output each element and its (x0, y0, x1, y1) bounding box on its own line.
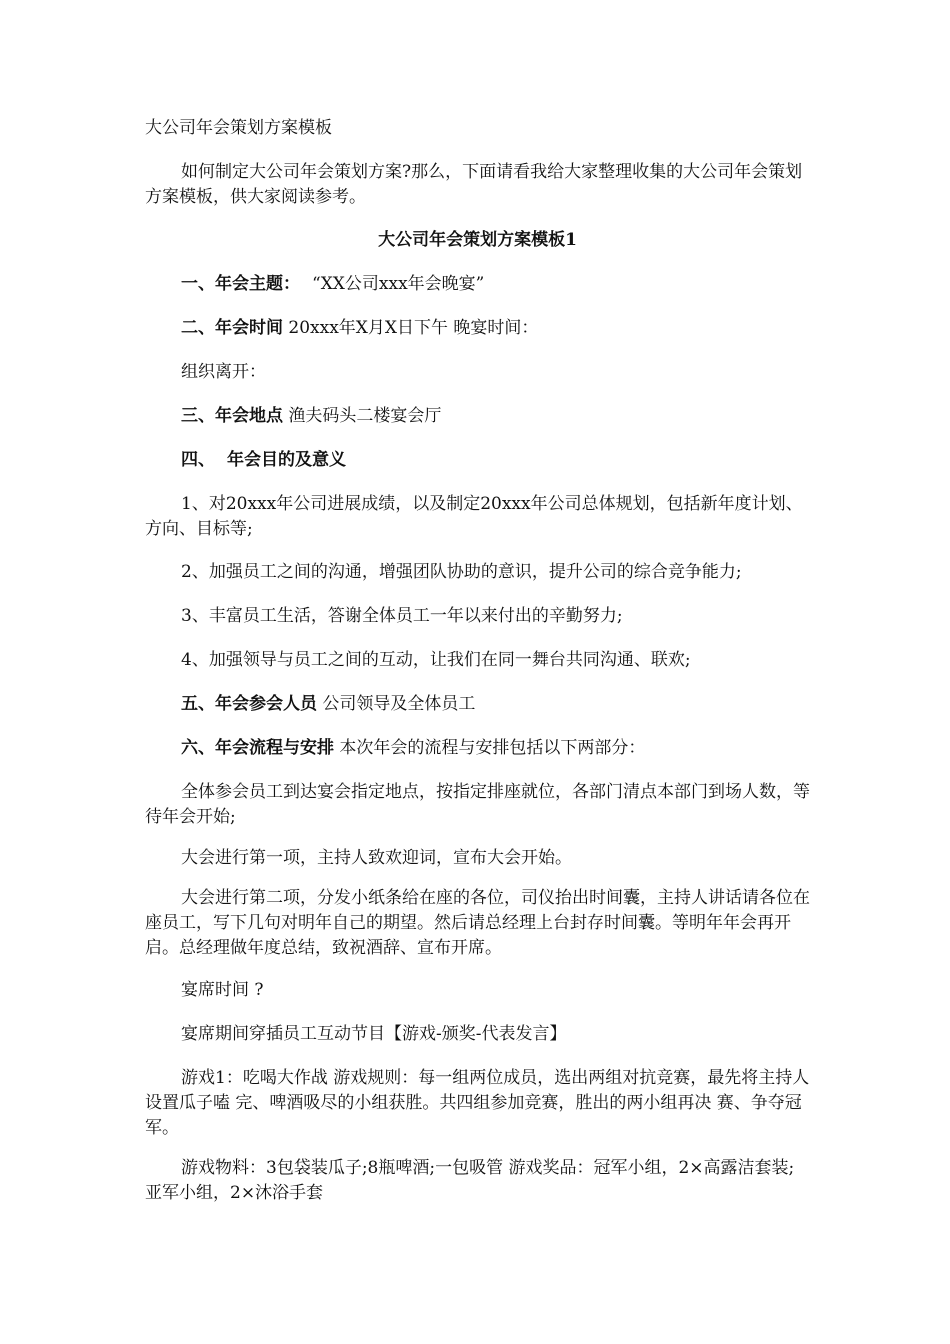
purpose-item-1: 1、对20xxx年公司进展成绩，以及制定20xxx年公司总体规划，包括新年度计划、方向、目标等; (145, 494, 803, 539)
purpose-heading (145, 448, 810, 473)
section-title: 大公司年会策划方案模板1 (378, 230, 577, 250)
time-line (145, 316, 810, 341)
organize-leave-line: 组织离开： (181, 362, 266, 382)
flow-label: 六、年会流程与安排 (181, 738, 334, 758)
purpose-item-4: 4、加强领导与员工之间的互动，让我们在同一舞台共同沟通、联欢; (181, 650, 691, 670)
flow-paragraph-3: 大会进行第二项，分发小纸条给在座的各位，司仪抬出时间囊，主持人讲话请各位在座员工，写下几句对明年自己的期望。然后请总经理上台封存时间囊。等明年年会再开启。总经理做年度总结，致祝酒辞、宣布开席。 (145, 888, 810, 958)
flow-line (145, 736, 810, 761)
banquet-program-line: 宴席期间穿插员工互动节目【游戏-颁奖-代表发言】 (181, 1024, 567, 1044)
flow-paragraph-1: 全体参会员工到达宴会指定地点，按指定排座就位，各部门清点本部门到场人数，等待年会开始; (145, 782, 810, 827)
place-value: 渔夫码头二楼宴会厅 (288, 406, 442, 426)
theme-line (145, 272, 810, 297)
place-label: 三、年会地点 (181, 406, 283, 426)
purpose-value: 年会目的及意义 (227, 450, 346, 470)
place-line (145, 404, 810, 429)
flow-value: 本次年会的流程与安排包括以下两部分： (339, 738, 646, 758)
banquet-time-line: 宴席时间 ? (181, 980, 264, 1000)
purpose-item-2: 2、加强员工之间的沟通，增强团队协助的意识，提升公司的综合竞争能力; (181, 562, 742, 582)
theme-label: 一、年会主题： (181, 274, 300, 294)
purpose-item-3: 3、丰富员工生活，答谢全体员工一年以来付出的辛勤努力; (181, 606, 623, 626)
theme-value: “XX公司xxx年会晚宴” (312, 274, 485, 294)
attendees-line (145, 692, 810, 717)
attendees-value: 公司领导及全体员工 (322, 694, 476, 714)
time-label: 二、年会时间 (181, 318, 283, 338)
intro-paragraph: 如何制定大公司年会策划方案?那么，下面请看我给大家整理收集的大公司年会策划方案模板，供大家阅读参考。 (145, 162, 803, 207)
game-materials-paragraph: 游戏物料：3包袋装瓜子;8瓶啤酒;一包吸管 游戏奖品：冠军小组，2×高露洁套装;亚军小组，2×沐浴手套 (145, 1158, 795, 1203)
time-value: 20xxx年X月X日下午 晚宴时间： (288, 318, 539, 338)
flow-paragraph-2: 大会进行第一项，主持人致欢迎词，宣布大会开始。 (181, 848, 572, 868)
attendees-label: 五、年会参会人员 (181, 694, 317, 714)
document-title: 大公司年会策划方案模板 (145, 118, 332, 138)
game-1-paragraph: 游戏1：吃喝大作战 游戏规则：每一组两位成员，选出两组对抗竞赛，最先将主持人设置瓜子嗑 完、啤酒吸尽的小组获胜。共四组参加竞赛，胜出的两小组再决 赛、争夺冠军。 (145, 1068, 810, 1138)
purpose-label: 四、 (181, 450, 215, 470)
